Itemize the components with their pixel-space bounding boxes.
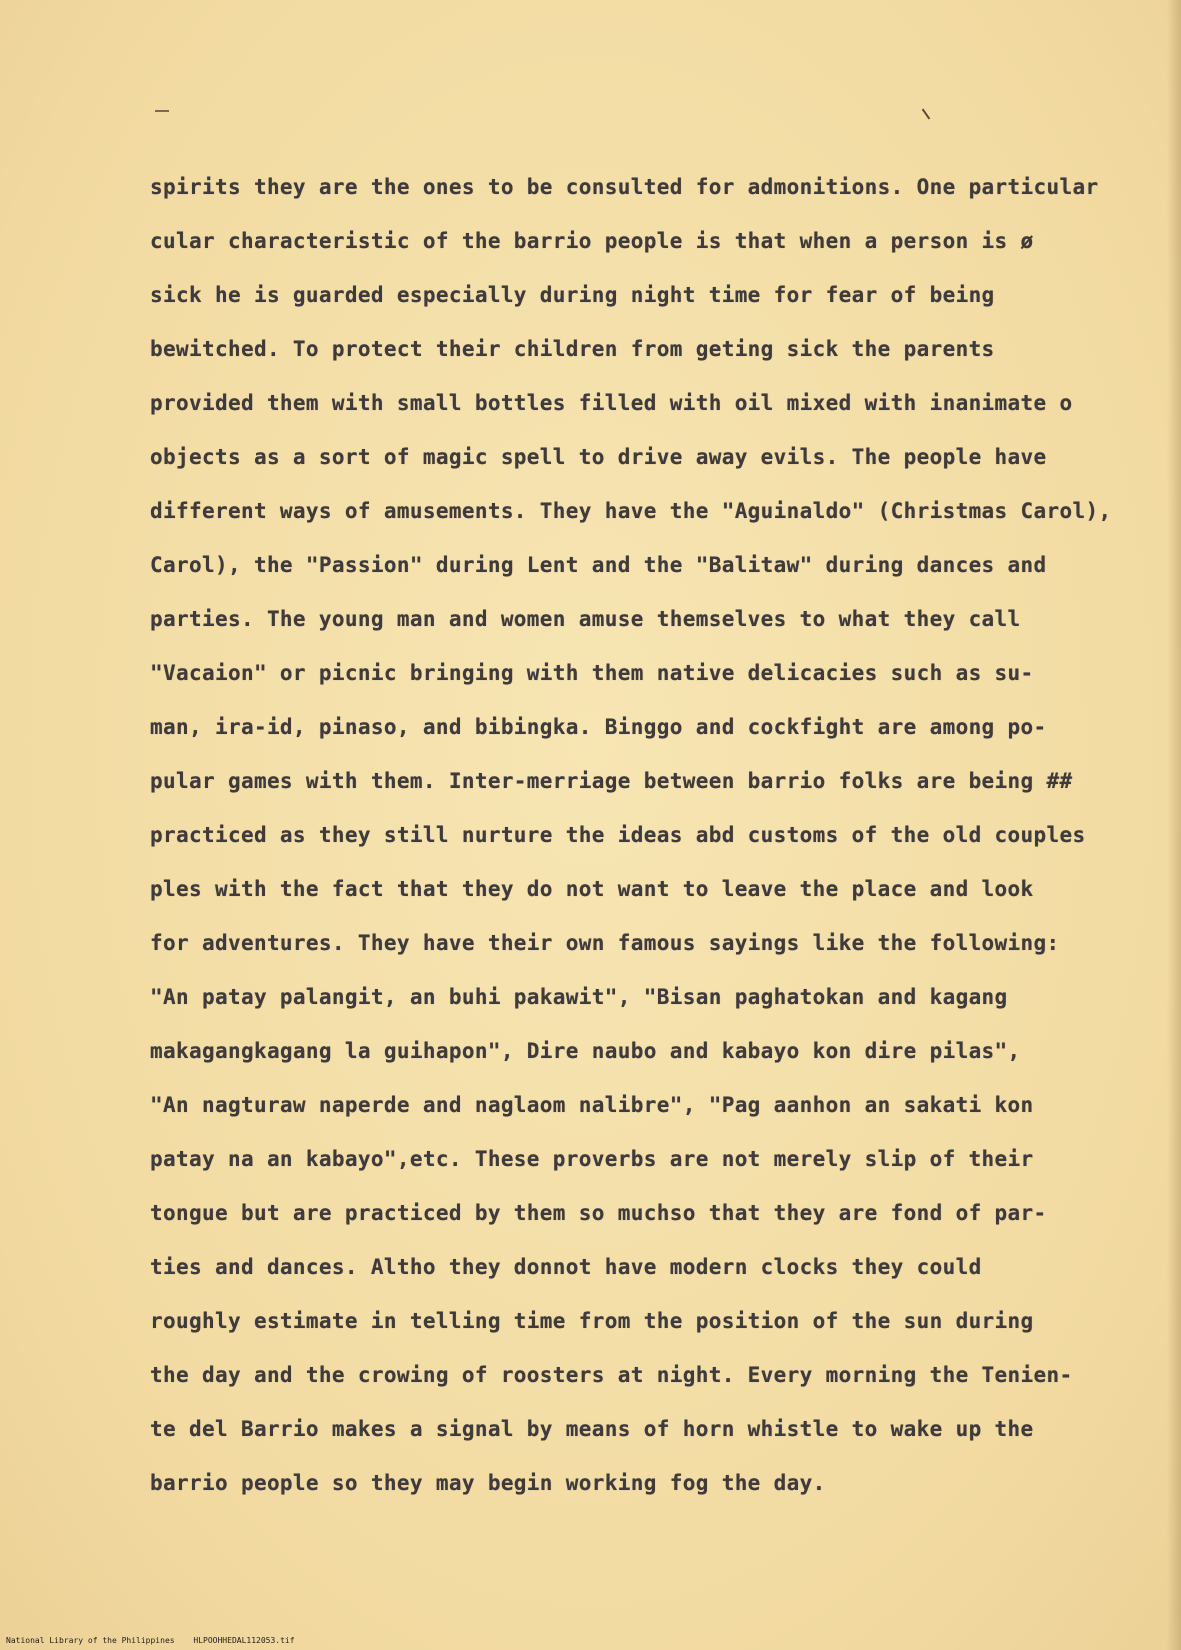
scan-filename: HLPOOHHEDAL112053.tif — [193, 1636, 295, 1645]
text-line: cular characteristic of the barrio people is that when a person is ø — [150, 229, 1034, 253]
library-credit: National Library of the Philippines — [6, 1636, 175, 1645]
text-line: pular games with them. Inter-merriage between barrio folks are being ## — [150, 769, 1073, 793]
text-line: sick he is guarded especially during night time for fear of being — [150, 283, 995, 307]
stray-mark — [155, 110, 169, 112]
text-line: spirits they are the ones to be consulted for admonitions. One particular — [150, 175, 1099, 199]
text-line: for adventures. They have their own famous sayings like the following: — [150, 931, 1060, 955]
text-line: man, ira-id, pinaso, and bibingka. Binggo and cockfight are among po- — [150, 715, 1047, 739]
text-line: "An patay palangit, an buhi pakawit", "Bisan paghatokan and kagang — [150, 985, 1008, 1009]
text-line: bewitched. To protect their children from geting sick the parents — [150, 337, 995, 361]
page-edge-shadow — [1167, 0, 1181, 1650]
text-line: patay na an kabayo",etc. These proverbs are not merely slip of their — [150, 1147, 1034, 1171]
text-line: ples with the fact that they do not want to leave the place and look — [150, 877, 1034, 901]
scan-footer — [6, 1636, 295, 1645]
typed-text-block — [150, 160, 1110, 1510]
text-line: objects as a sort of magic spell to drive away evils. The people have — [150, 445, 1047, 469]
text-line: the day and the crowing of roosters at night. Every morning the Tenien- — [150, 1363, 1073, 1387]
text-line: roughly estimate in telling time from the position of the sun during — [150, 1309, 1034, 1333]
text-line: provided them with small bottles filled with oil mixed with inanimate o — [150, 391, 1073, 415]
text-line: tongue but are practiced by them so muchso that they are fond of par- — [150, 1201, 1047, 1225]
text-line: ties and dances. Altho they donnot have modern clocks they could — [150, 1255, 982, 1279]
text-line: parties. The young man and women amuse themselves to what they call — [150, 607, 1021, 631]
text-line: different ways of amusements. They have the "Aguinaldo" (Christmas Carol), — [150, 499, 1112, 523]
text-line: te del Barrio makes a signal by means of horn whistle to wake up the — [150, 1417, 1034, 1441]
text-line: makagangkagang la guihapon", Dire naubo and kabayo kon dire pilas", — [150, 1039, 1021, 1063]
text-line: "Vacaion" or picnic bringing with them native delicacies such as su- — [150, 661, 1034, 685]
text-line: practiced as they still nurture the ideas abd customs of the old couples — [150, 823, 1086, 847]
text-line: Carol), the "Passion" during Lent and the "Balitaw" during dances and — [150, 553, 1047, 577]
text-line: "An nagturaw naperde and naglaom nalibre", "Pag aanhon an sakati kon — [150, 1093, 1034, 1117]
stray-tick — [922, 109, 931, 120]
text-line: barrio people so they may begin working fog the day. — [150, 1471, 826, 1495]
